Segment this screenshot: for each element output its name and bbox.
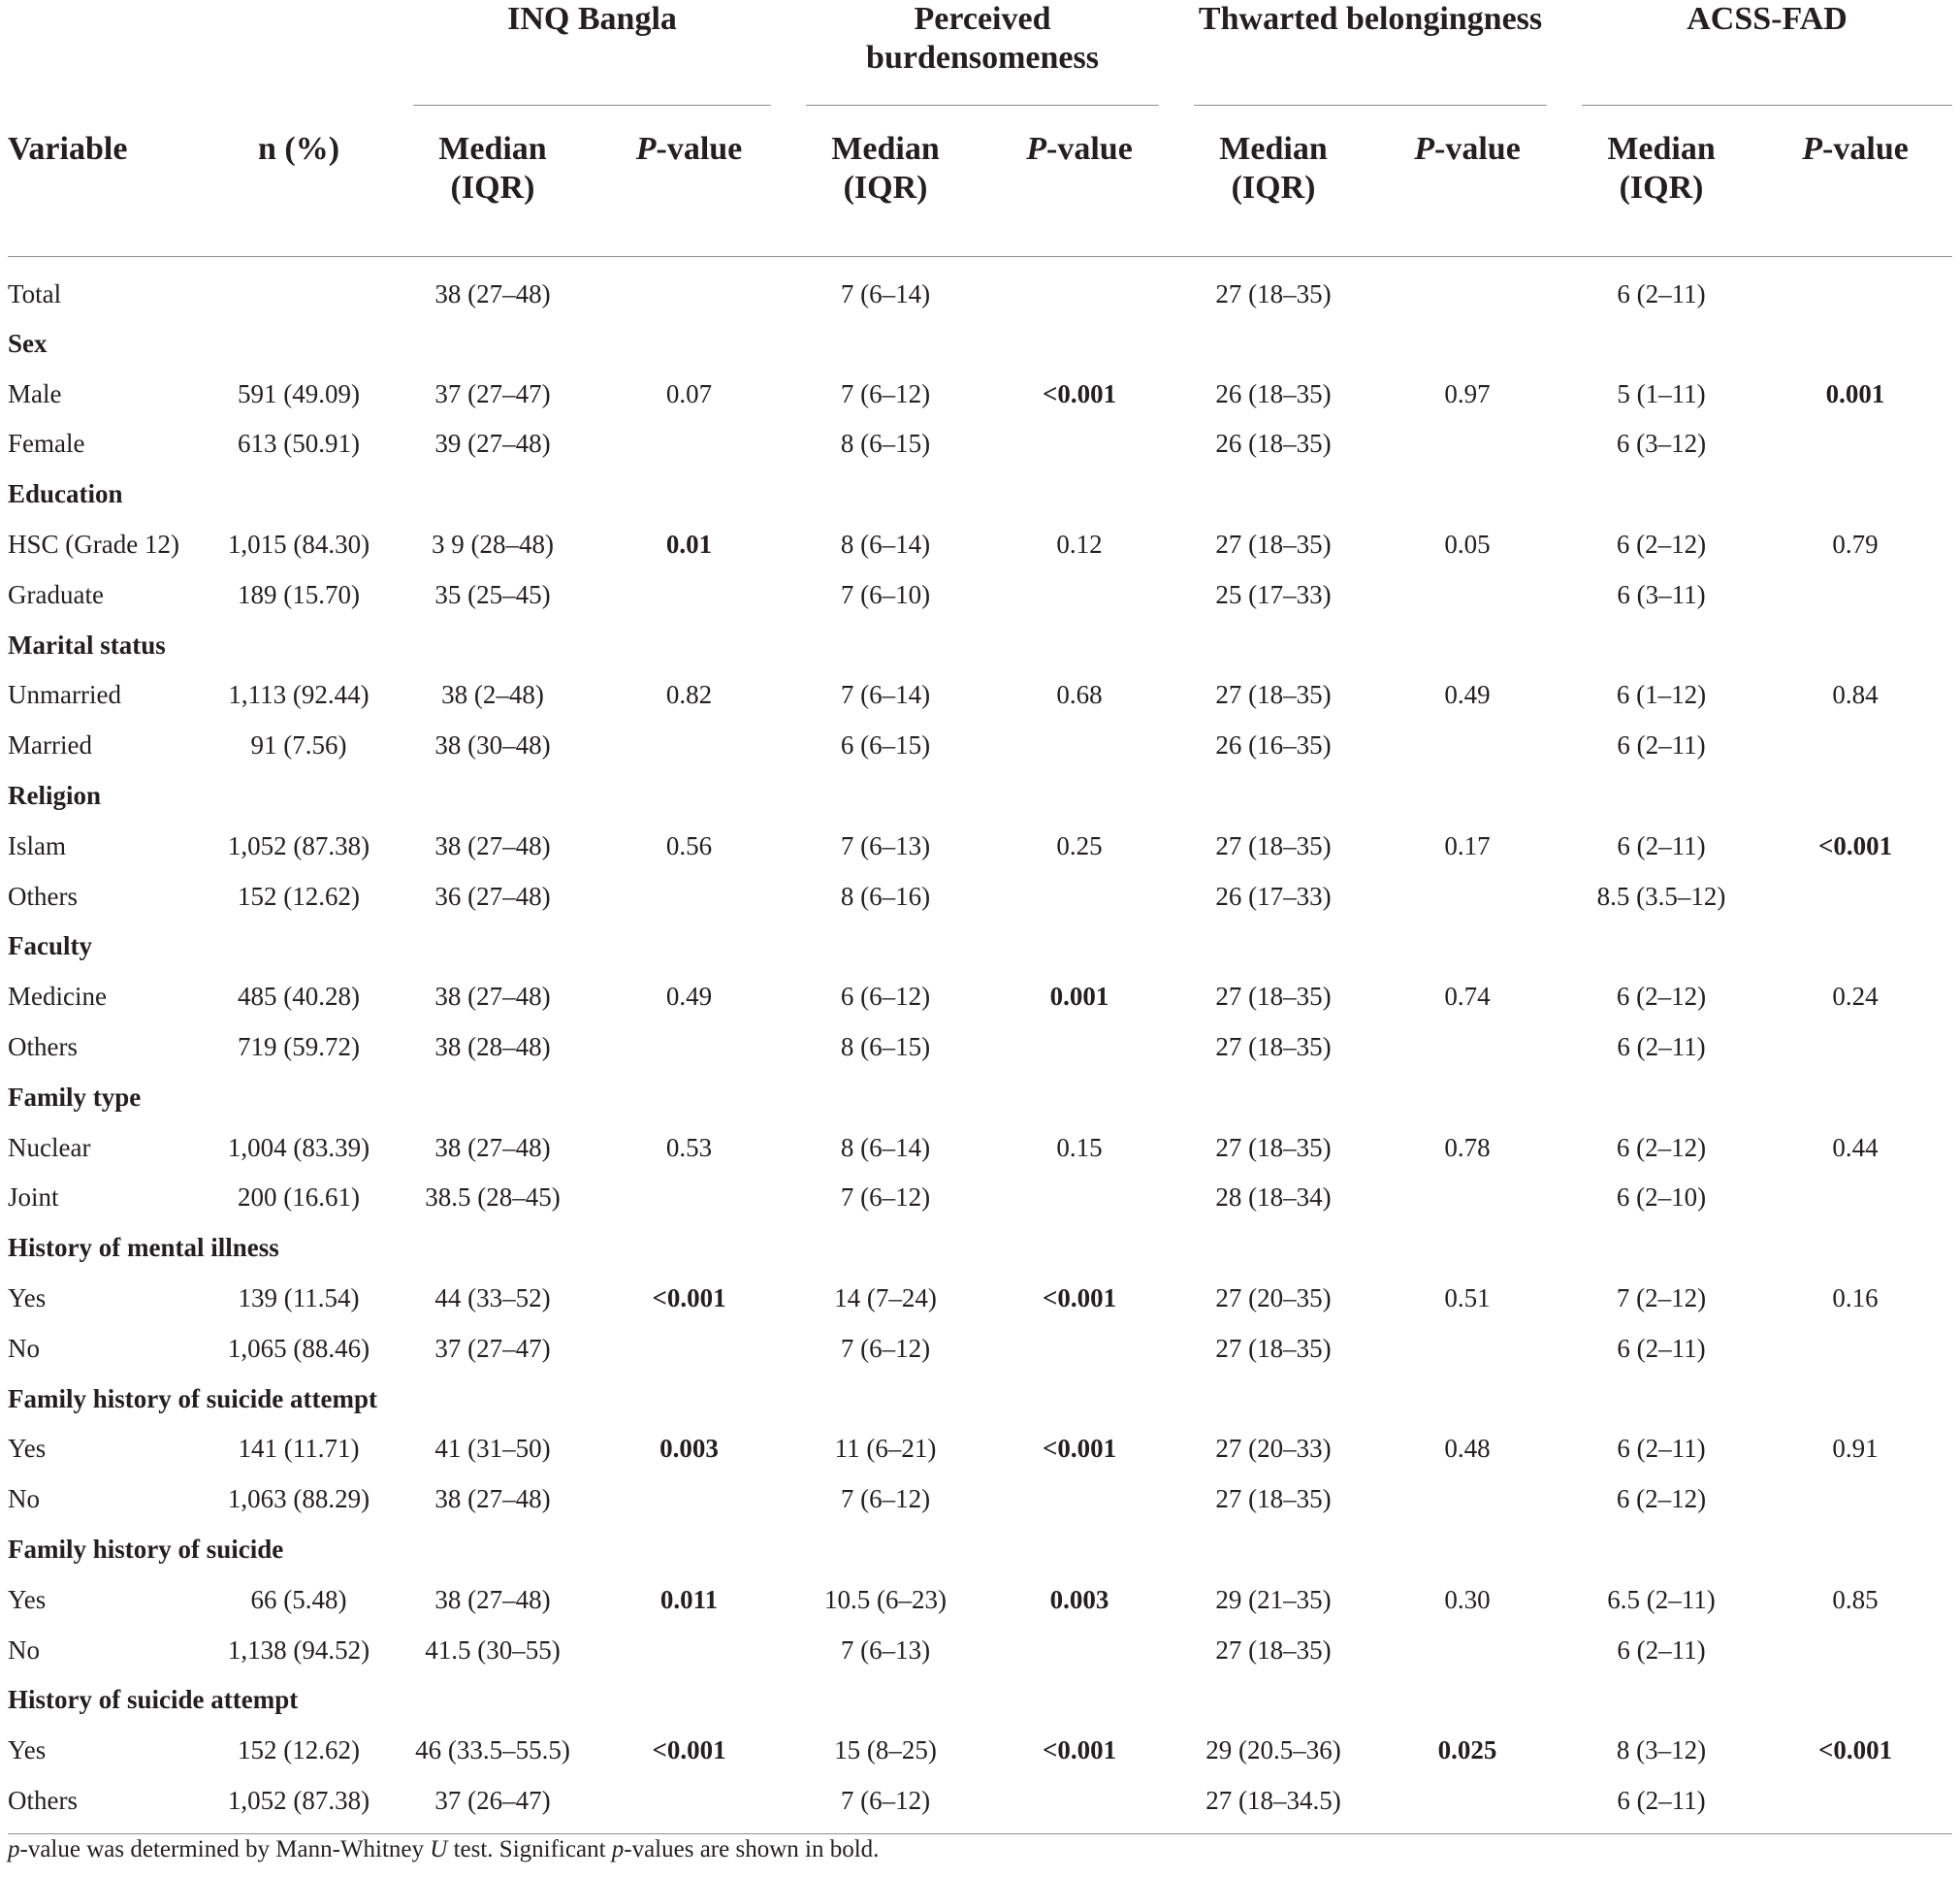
p-value-cell: 0.91 [1832, 1434, 1879, 1464]
p-value-cell [1758, 871, 1952, 922]
table-body [8, 257, 1952, 1834]
median-cell: 26 (18–35) [1215, 378, 1332, 408]
p-value-cell [1370, 1021, 1564, 1072]
n-cell: 139 (11.54) [238, 1283, 360, 1313]
p-value-cell: 0.001 [1825, 378, 1885, 408]
section-row [8, 620, 1952, 670]
n-cell: 591 (49.09) [238, 378, 360, 408]
n-cell: 719 (59.72) [238, 1032, 360, 1062]
median-cell: 46 (33.5–55.5) [415, 1735, 570, 1765]
row-label: Unmarried [8, 680, 121, 710]
table-row [8, 971, 1952, 1021]
median-header: Median (IQR) [1564, 107, 1758, 257]
median-cell: 7 (6–12) [840, 1484, 931, 1514]
median-cell: 27 (18–35) [1215, 1032, 1332, 1062]
table-row [8, 419, 1952, 469]
median-cell: 37 (26–47) [396, 1775, 590, 1833]
p-value-cell [982, 1473, 1176, 1524]
median-cell: 8 (3–12) [1616, 1735, 1707, 1765]
section-row [8, 1374, 1952, 1424]
results-table [8, 0, 1952, 1834]
n-cell: 1,004 (83.39) [227, 1132, 370, 1162]
median-cell: 6 (6–15) [840, 730, 931, 761]
p-value-cell [982, 1173, 1176, 1223]
column-header-row [8, 107, 1952, 257]
n-cell: 1,113 (92.44) [228, 680, 370, 710]
p-value-cell [590, 419, 788, 469]
p-value-cell [1370, 1173, 1564, 1223]
p-value-cell: 0.49 [665, 982, 713, 1012]
median-cell: 6 (2–11) [1617, 278, 1706, 308]
median-cell: 7 (6–13) [840, 1634, 931, 1665]
median-cell: 7 (6–10) [840, 579, 931, 609]
median-cell: 37 (27–47) [434, 378, 551, 408]
row-label: Others [8, 1032, 78, 1062]
table-row [8, 871, 1952, 922]
row-label: Graduate [8, 579, 104, 609]
p-value-cell [1370, 569, 1564, 620]
median-cell: 8 (6–14) [840, 530, 931, 560]
row-label: Joint [8, 1182, 59, 1213]
median-header: Median (IQR) [396, 107, 590, 257]
median-cell: 10.5 (6–23) [824, 1584, 947, 1614]
p-value-cell: 0.24 [1832, 982, 1879, 1012]
table-row [8, 1122, 1952, 1173]
median-cell: 6 (2–11) [1617, 1634, 1706, 1665]
p-value-cell: 0.74 [1444, 982, 1491, 1012]
n-cell: 1,052 (87.38) [202, 1775, 396, 1833]
section-label: Family history of suicide [8, 1535, 284, 1565]
table-row [8, 1021, 1952, 1072]
table-row [8, 1323, 1952, 1374]
median-cell: 6 (2–11) [1564, 1775, 1758, 1833]
median-cell: 27 (20–35) [1215, 1283, 1332, 1313]
median-cell: 8 (6–15) [840, 429, 931, 459]
p-value-cell [1370, 1473, 1564, 1524]
table-row [8, 821, 1952, 871]
section-row [8, 1524, 1952, 1574]
median-cell: 7 (6–14) [840, 680, 931, 710]
median-cell: 36 (27–48) [434, 881, 551, 911]
median-cell: 5 (1–11) [1617, 378, 1706, 408]
group-header: Thwarted belongingness [1194, 0, 1547, 106]
p-value-cell: 0.003 [1049, 1584, 1109, 1614]
p-value-cell: 0.011 [659, 1584, 719, 1614]
p-value-cell [982, 419, 1176, 469]
p-value-cell: <0.001 [1042, 1434, 1117, 1464]
p-value-cell [982, 720, 1176, 770]
p-value-cell: 0.48 [1444, 1434, 1491, 1464]
median-cell: 6 (2–11) [1617, 1032, 1706, 1062]
row-label: Yes [8, 1584, 47, 1614]
section-label: Sex [8, 328, 48, 358]
median-cell: 8.5 (3.5–12) [1596, 881, 1726, 911]
median-cell: 6 (2–12) [1616, 530, 1707, 560]
p-value-cell [1758, 1323, 1952, 1374]
p-value-cell: 0.07 [665, 378, 713, 408]
n-cell: 1,052 (87.38) [227, 830, 370, 860]
row-label: Married [8, 730, 92, 761]
median-cell: 6 (1–12) [1616, 680, 1707, 710]
p-value-cell [1370, 1775, 1564, 1833]
n-cell [202, 257, 396, 319]
table-row [8, 1173, 1952, 1223]
p-value-header: P-value [590, 107, 788, 257]
p-value-cell: <0.001 [1042, 378, 1117, 408]
section-label: Family history of suicide attempt [8, 1383, 377, 1413]
median-cell: 38 (27–48) [434, 830, 551, 860]
n-header: n (%) [202, 107, 396, 257]
median-cell: 11 (6–21) [834, 1434, 937, 1464]
table-row [8, 569, 1952, 620]
median-cell: 8 (6–14) [840, 1132, 931, 1162]
row-label: No [8, 1634, 40, 1665]
median-cell: 27 (18–35) [1215, 1333, 1332, 1363]
median-cell: 6 (2–11) [1617, 830, 1706, 860]
median-cell: 27 (18–35) [1215, 530, 1332, 560]
section-row [8, 318, 1952, 369]
n-cell: 485 (40.28) [238, 982, 360, 1012]
n-cell: 1,063 (88.29) [227, 1484, 370, 1514]
p-value-cell: 0.49 [1444, 680, 1491, 710]
table-row [8, 1574, 1952, 1625]
p-value-cell: 0.79 [1832, 530, 1879, 560]
table-row [8, 720, 1952, 770]
median-cell: 41 (31–50) [434, 1434, 551, 1464]
p-value-cell [1370, 1323, 1564, 1374]
n-cell: 152 (12.62) [238, 1735, 360, 1765]
median-cell: 27 (18–35) [1215, 830, 1332, 860]
median-cell: 7 (2–12) [1616, 1283, 1707, 1313]
median-cell: 29 (21–35) [1215, 1584, 1332, 1614]
p-value-cell: 0.15 [1056, 1132, 1103, 1162]
p-value-cell [982, 1625, 1176, 1675]
median-cell: 41.5 (30–55) [425, 1634, 561, 1665]
row-label: Male [8, 378, 62, 408]
median-cell: 27 (20–33) [1215, 1434, 1332, 1464]
p-value-cell [1758, 569, 1952, 620]
median-cell: 15 (8–25) [834, 1735, 937, 1765]
p-value-cell [1370, 257, 1564, 319]
median-cell: 38 (27–48) [434, 1132, 551, 1162]
section-row [8, 1675, 1952, 1726]
p-value-cell [982, 1021, 1176, 1072]
row-label: HSC (Grade 12) [8, 530, 179, 560]
median-cell: 27 (18–34.5) [1176, 1775, 1370, 1833]
median-cell: 38.5 (28–45) [425, 1182, 561, 1213]
median-cell: 6 (6–12) [840, 982, 931, 1012]
median-cell: 6.5 (2–11) [1607, 1584, 1716, 1614]
table-row [8, 1725, 1952, 1775]
p-value-cell: 0.56 [665, 830, 713, 860]
p-value-cell [590, 257, 788, 319]
p-value-cell [982, 1323, 1176, 1374]
median-cell: 39 (27–48) [434, 429, 551, 459]
p-value-cell: 0.51 [1444, 1283, 1491, 1313]
median-cell: 29 (20.5–36) [1205, 1735, 1341, 1765]
row-label: Yes [8, 1283, 47, 1313]
p-value-header: P-value [1758, 107, 1952, 257]
row-label: Others [8, 881, 78, 911]
p-value-cell [1758, 1625, 1952, 1675]
row-label: Female [8, 429, 85, 459]
median-cell: 3 9 (28–48) [432, 530, 554, 560]
row-label: Yes [8, 1434, 47, 1464]
p-value-header: P-value [1370, 107, 1564, 257]
p-value-cell: 0.78 [1444, 1132, 1491, 1162]
section-label: Faculty [8, 931, 92, 961]
p-value-cell: <0.001 [1817, 830, 1893, 860]
n-cell: 152 (12.62) [238, 881, 360, 911]
p-value-cell: <0.001 [652, 1735, 726, 1765]
group-header-row [8, 0, 1952, 107]
p-value-cell [1758, 257, 1952, 319]
p-value-cell [1370, 419, 1564, 469]
table-row [8, 1775, 1952, 1833]
table-row [8, 369, 1952, 419]
median-cell: 27 (18–35) [1215, 1132, 1332, 1162]
table-footnote: p-value was determined by Mann-Whitney U test. Significant p-values are shown in bold. [8, 1836, 880, 1862]
p-value-cell: 0.85 [1832, 1584, 1879, 1614]
row-label: Others [8, 1775, 202, 1833]
median-cell: 8 (6–15) [840, 1032, 931, 1062]
p-value-cell: 0.68 [1056, 680, 1103, 710]
p-value-cell [1758, 419, 1952, 469]
p-value-header: P-value [982, 107, 1176, 257]
p-value-cell: 0.025 [1437, 1735, 1497, 1765]
p-value-cell [1370, 1625, 1564, 1675]
p-value-cell: 0.12 [1056, 530, 1103, 560]
p-value-cell [1370, 871, 1564, 922]
median-cell: 6 (2–12) [1616, 982, 1707, 1012]
median-cell: 26 (17–33) [1215, 881, 1332, 911]
p-value-cell: 0.84 [1832, 680, 1879, 710]
row-label: Yes [8, 1735, 47, 1765]
p-value-cell [590, 1473, 788, 1524]
group-header: Perceived burdensomeness [806, 0, 1159, 106]
median-cell: 7 (6–14) [840, 278, 931, 308]
p-value-cell: <0.001 [652, 1283, 726, 1313]
p-value-cell: 0.44 [1832, 1132, 1879, 1162]
p-value-cell [1370, 720, 1564, 770]
p-value-cell [590, 1625, 788, 1675]
p-value-cell: 0.53 [665, 1132, 713, 1162]
p-value-cell: 0.16 [1832, 1283, 1879, 1313]
p-value-cell [1758, 1021, 1952, 1072]
median-cell: 37 (27–47) [434, 1333, 551, 1363]
n-cell: 141 (11.71) [238, 1434, 360, 1464]
row-label: Islam [8, 830, 66, 860]
n-cell: 1,138 (94.52) [227, 1634, 370, 1665]
table-row [8, 670, 1952, 721]
median-cell: 26 (18–35) [1215, 429, 1332, 459]
median-cell: 6 (2–11) [1617, 1434, 1706, 1464]
median-cell: 7 (6–12) [840, 1182, 931, 1213]
p-value-cell: 0.003 [659, 1434, 719, 1464]
table-row [8, 1473, 1952, 1524]
median-cell: 7 (6–12) [840, 1333, 931, 1363]
median-cell: 38 (27–48) [434, 278, 551, 308]
n-cell: 1,065 (88.46) [227, 1333, 370, 1363]
p-value-cell [590, 720, 788, 770]
median-cell: 7 (6–13) [840, 830, 931, 860]
p-value-cell [1758, 1473, 1952, 1524]
table-row [8, 1625, 1952, 1675]
p-value-cell [1758, 1173, 1952, 1223]
p-value-cell [590, 1775, 788, 1833]
p-value-cell [590, 569, 788, 620]
section-label: History of mental illness [8, 1233, 279, 1263]
median-cell: 6 (2–11) [1617, 1333, 1706, 1363]
row-label: Nuclear [8, 1132, 91, 1162]
median-cell: 7 (6–12) [788, 1775, 982, 1833]
section-label: Religion [8, 781, 102, 811]
p-value-cell [1758, 1775, 1952, 1833]
median-cell: 27 (18–35) [1215, 680, 1332, 710]
p-value-cell [982, 569, 1176, 620]
n-cell: 200 (16.61) [238, 1182, 360, 1213]
section-row [8, 1222, 1952, 1273]
section-label: Marital status [8, 630, 166, 660]
median-cell: 6 (2–12) [1616, 1132, 1707, 1162]
median-cell: 6 (2–10) [1616, 1182, 1707, 1213]
p-value-cell: 0.05 [1444, 530, 1491, 560]
section-row [8, 770, 1952, 821]
median-cell: 14 (7–24) [834, 1283, 937, 1313]
median-cell: 35 (25–45) [434, 579, 551, 609]
row-label: Medicine [8, 982, 107, 1012]
median-cell: 27 (18–35) [1215, 1634, 1332, 1665]
row-label: No [8, 1333, 40, 1363]
median-cell: 38 (30–48) [434, 730, 551, 761]
section-label: Education [8, 479, 123, 509]
n-cell: 66 (5.48) [250, 1584, 347, 1614]
median-cell: 44 (33–52) [434, 1283, 551, 1313]
p-value-cell [982, 1775, 1176, 1833]
p-value-cell [982, 871, 1176, 922]
n-cell: 189 (15.70) [238, 579, 360, 609]
median-cell: 6 (2–11) [1617, 730, 1706, 761]
p-value-cell: <0.001 [1817, 1735, 1893, 1765]
table-row [8, 1424, 1952, 1474]
p-value-cell [590, 1021, 788, 1072]
section-row [8, 1072, 1952, 1122]
median-cell: 27 (18–35) [1215, 982, 1332, 1012]
median-header: Median (IQR) [788, 107, 982, 257]
median-cell: 38 (2–48) [441, 680, 544, 710]
p-value-cell [1758, 720, 1952, 770]
median-cell: 38 (27–48) [434, 1484, 551, 1514]
section-label: Family type [8, 1082, 142, 1112]
table-container [8, 0, 1960, 1834]
median-cell: 7 (6–12) [840, 378, 931, 408]
p-value-cell: 0.97 [1444, 378, 1491, 408]
p-value-cell [590, 1173, 788, 1223]
p-value-cell [590, 871, 788, 922]
section-row [8, 922, 1952, 972]
median-header: Median (IQR) [1176, 107, 1370, 257]
p-value-cell: 0.25 [1056, 830, 1103, 860]
p-value-cell: 0.82 [665, 680, 713, 710]
p-value-cell: 0.30 [1444, 1584, 1491, 1614]
p-value-cell [590, 1323, 788, 1374]
median-cell: 6 (2–12) [1616, 1484, 1707, 1514]
median-cell: 26 (16–35) [1215, 730, 1332, 761]
section-row [8, 469, 1952, 519]
median-cell: 8 (6–16) [840, 881, 931, 911]
median-cell: 25 (17–33) [1215, 579, 1332, 609]
table-row [8, 519, 1952, 569]
n-cell: 613 (50.91) [238, 429, 360, 459]
median-cell: 6 (3–11) [1617, 579, 1706, 609]
p-value-cell: 0.17 [1444, 830, 1491, 860]
median-cell: 27 (18–35) [1215, 278, 1332, 308]
p-value-cell: 0.001 [1049, 982, 1109, 1012]
row-label: Total [8, 278, 62, 308]
median-cell: 28 (18–34) [1215, 1182, 1332, 1213]
n-cell: 91 (7.56) [250, 730, 347, 761]
p-value-cell: <0.001 [1042, 1283, 1117, 1313]
p-value-cell [982, 257, 1176, 319]
p-value-cell: <0.001 [1042, 1735, 1117, 1765]
median-cell: 38 (27–48) [434, 1584, 551, 1614]
n-cell: 1,015 (84.30) [227, 530, 370, 560]
section-label: History of suicide attempt [8, 1685, 299, 1715]
variable-header: Variable [8, 107, 202, 257]
p-value-cell: 0.01 [665, 530, 713, 560]
median-cell: 38 (28–48) [434, 1032, 551, 1062]
median-cell: 38 (27–48) [434, 982, 551, 1012]
median-cell: 27 (18–35) [1215, 1484, 1332, 1514]
table-row [8, 1273, 1952, 1323]
table-row [8, 257, 1952, 319]
median-cell: 6 (3–12) [1616, 429, 1707, 459]
row-label: No [8, 1484, 40, 1514]
group-header: ACSS-FAD [1582, 0, 1952, 106]
group-header: INQ Bangla [413, 0, 771, 106]
